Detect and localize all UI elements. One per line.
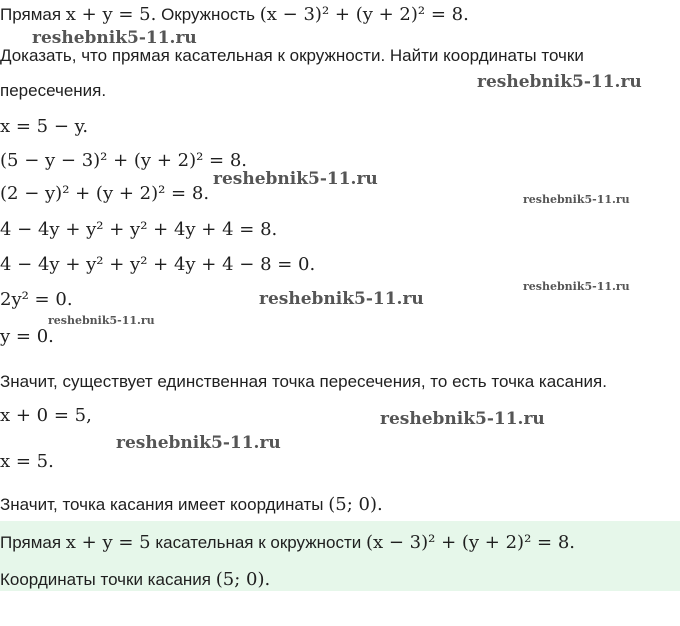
conclusion-2 [0,494,383,515]
watermark: reshebnik5-11.ru [48,314,155,327]
watermark: reshebnik5-11.ru [477,72,642,92]
answer-point: (5; 0). [215,569,271,590]
step-4: 4 − 4y + y² + y² + 4y + 4 = 8. [0,219,278,240]
watermark: reshebnik5-11.ru [523,280,630,293]
step-3: (2 − y)² + (y + 2)² = 8. [0,183,210,204]
step-5: 4 − 4y + y² + y² + 4y + 4 − 8 = 0. [0,254,316,275]
step-6: 2y² = 0. [0,289,73,310]
answer-label-pryamaya: Прямая [0,533,62,552]
answer-label-tangent: касательная к окружности [155,533,362,552]
watermark: reshebnik5-11.ru [380,409,545,429]
conclusion-2-text: Значит, точка касания имеет координаты [0,495,324,514]
answer-circle-equation: (x − 3)² + (y + 2)² = 8. [365,532,575,553]
step-2: (5 − y − 3)² + (y + 2)² = 8. [0,150,248,171]
step-7: y = 0. [0,326,54,347]
answer-line-equation: x + y = 5 [65,532,151,553]
line-equation: x + y = 5. [65,4,157,25]
conclusion-2-point: (5; 0). [328,494,383,515]
task-line-2: пересечения. [0,81,107,100]
step-1: x = 5 − y. [0,116,89,137]
task-line-1: Доказать, что прямая касательная к окружности. Найти координаты точки [0,46,584,65]
watermark: reshebnik5-11.ru [213,169,378,189]
problem-line-1 [0,4,469,25]
circle-equation: (x − 3)² + (y + 2)² = 8. [259,4,469,25]
conclusion-1: Значит, существует единственная точка пересечения, то есть точка касания. [0,372,607,391]
label-pryamaya: Прямая [0,5,62,24]
answer-line-2 [0,569,270,590]
label-okruzhnost: Окружность [161,5,256,24]
step-9: x = 5. [0,451,54,472]
watermark: reshebnik5-11.ru [523,193,630,206]
watermark: reshebnik5-11.ru [32,28,197,48]
step-8: x + 0 = 5, [0,405,92,426]
answer-line-1 [0,532,575,553]
watermark: reshebnik5-11.ru [259,289,424,309]
answer-line-2-text: Координаты точки касания [0,570,211,589]
watermark: reshebnik5-11.ru [116,433,281,453]
